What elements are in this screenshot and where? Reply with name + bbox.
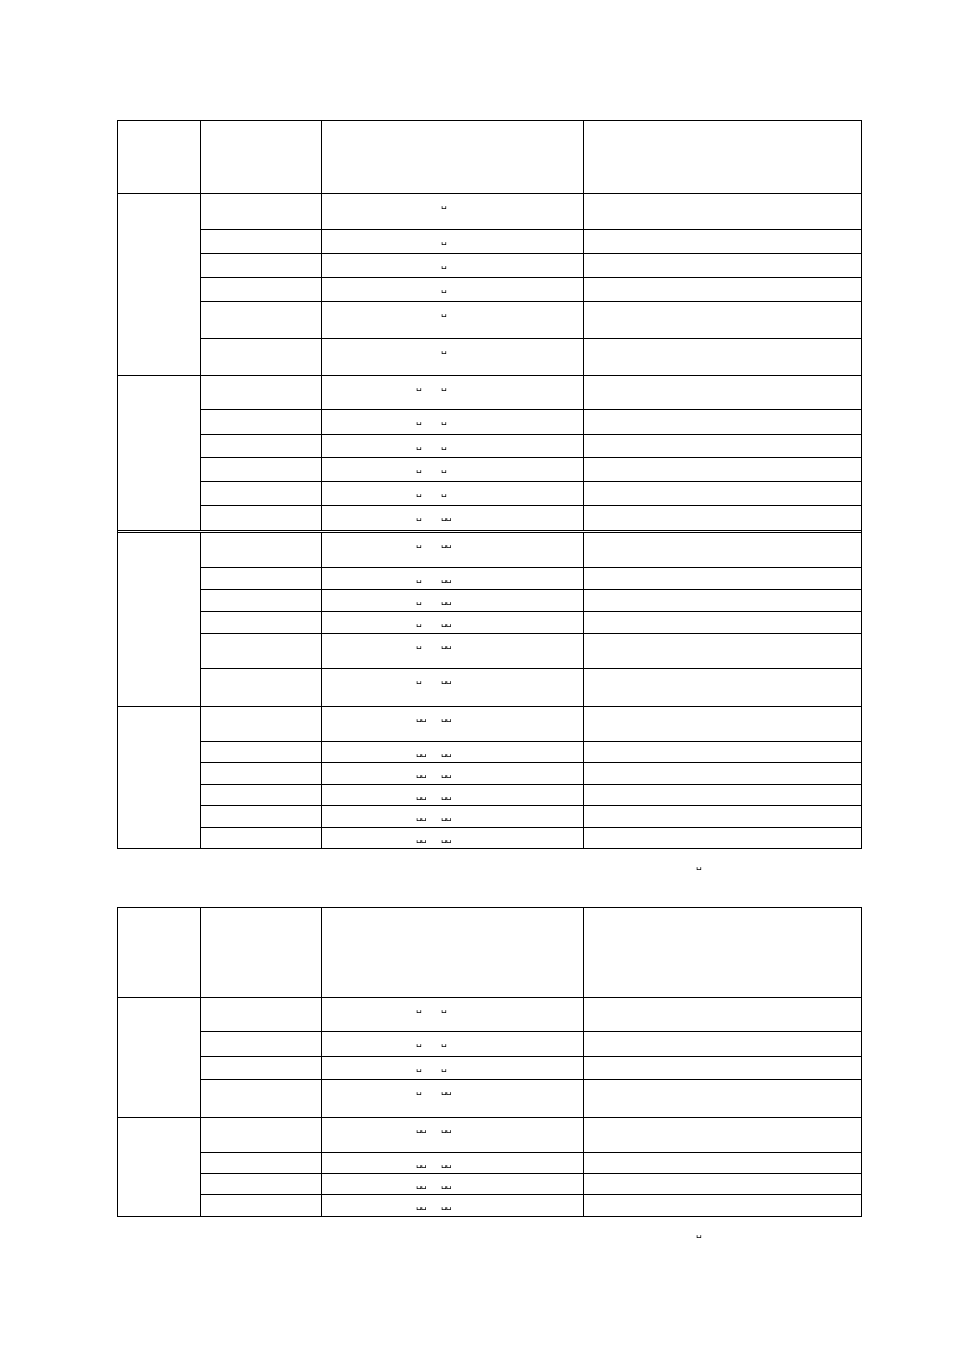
- mark-double: ␣␣: [441, 511, 451, 522]
- mark-double: ␣␣: [416, 812, 426, 822]
- mark-single: ␣: [441, 487, 446, 498]
- mark-double: ␣␣: [441, 748, 451, 758]
- mark-single: ␣: [441, 464, 446, 475]
- table-1-group-1: [118, 194, 861, 376]
- table-row: [201, 590, 861, 612]
- header-cell-2: [201, 121, 322, 193]
- mark-double: ␣␣: [441, 595, 451, 606]
- header-cell-2: [201, 908, 322, 997]
- table-row: [201, 506, 861, 531]
- mark-single: ␣: [441, 345, 446, 356]
- header-cell-4: [584, 908, 861, 997]
- mark-double: ␣␣: [416, 1159, 426, 1169]
- mark-double: ␣␣: [441, 769, 451, 779]
- mark-double: ␣␣: [441, 812, 451, 822]
- table-row: [201, 435, 861, 459]
- mark-single: ␣: [416, 675, 421, 686]
- mark-double: ␣␣: [441, 791, 451, 801]
- table-row: [201, 458, 861, 482]
- mark-double: ␣␣: [416, 1180, 426, 1190]
- mark-single: ␣: [441, 1037, 446, 1048]
- table-row: [201, 1153, 861, 1174]
- mark-single: ␣: [441, 440, 446, 451]
- group-label-cell: [118, 533, 201, 706]
- table-row: [201, 785, 861, 806]
- table-row: [201, 482, 861, 506]
- mark-single: ␣: [416, 573, 421, 584]
- group-label-cell: [118, 194, 201, 375]
- table-row: [201, 1118, 861, 1153]
- table-row: [201, 302, 861, 339]
- mark-single: ␣: [441, 382, 446, 392]
- table-row: [201, 194, 861, 230]
- table-row: [201, 669, 861, 706]
- table-2-header: [118, 908, 861, 998]
- table-row: [201, 376, 861, 410]
- mark-single: ␣: [416, 487, 421, 498]
- mark-double: ␣␣: [441, 539, 451, 549]
- mark-double: ␣␣: [416, 769, 426, 779]
- table-1: [117, 120, 862, 849]
- table-1-group-2: [118, 376, 861, 533]
- mark-double: ␣␣: [416, 834, 426, 844]
- mark-double: ␣␣: [441, 1124, 451, 1134]
- header-cell-1: [118, 121, 201, 193]
- mark-double: ␣␣: [441, 573, 451, 584]
- group-label-cell: [118, 1118, 201, 1216]
- mark-double: ␣␣: [416, 713, 426, 723]
- mark-single: ␣: [441, 235, 446, 246]
- table-row: [201, 1057, 861, 1081]
- mark-single: ␣: [416, 416, 421, 427]
- group-label-cell: [118, 998, 201, 1117]
- mark-single: ␣: [416, 539, 421, 549]
- mark-single: ␣: [416, 640, 421, 651]
- mark-double: ␣␣: [441, 1180, 451, 1190]
- table-2-group-2: [118, 1118, 861, 1216]
- table-row: [201, 1174, 861, 1195]
- mark-single: ␣: [416, 1086, 421, 1097]
- table-row: [201, 533, 861, 568]
- mark-single: ␣: [441, 283, 446, 294]
- table-row: [201, 339, 861, 375]
- mark-double: ␣␣: [416, 1201, 426, 1211]
- mark-double: ␣␣: [441, 617, 451, 628]
- group-label-cell: [118, 376, 201, 530]
- mark-single: ␣: [416, 617, 421, 628]
- mark-single: ␣: [416, 1004, 421, 1014]
- table-2: [117, 907, 862, 1217]
- mark-double: ␣␣: [441, 640, 451, 651]
- table-row: [201, 1032, 861, 1057]
- mark-single: ␣: [416, 382, 421, 392]
- table-row: [201, 254, 861, 278]
- mark-single: ␣: [441, 416, 446, 427]
- mark-single: ␣: [441, 308, 446, 319]
- table-1-header: [118, 121, 861, 194]
- mark-single: ␣: [416, 511, 421, 522]
- mark-single: ␣: [416, 1062, 421, 1073]
- mark-double: ␣␣: [441, 675, 451, 686]
- mark-single: ␣: [416, 1037, 421, 1048]
- header-cell-1: [118, 908, 201, 997]
- table-row: [201, 828, 861, 848]
- table-row: [201, 278, 861, 303]
- table-row: [201, 707, 861, 742]
- table-row: [201, 612, 861, 635]
- mark-double: ␣␣: [441, 1201, 451, 1211]
- table-row: [201, 742, 861, 763]
- table-row: [201, 763, 861, 785]
- group-label-cell: [118, 707, 201, 848]
- mark-single: ␣: [441, 259, 446, 270]
- table-row: [201, 998, 861, 1032]
- table-1-group-3: [118, 533, 861, 707]
- mark-single: ␣: [416, 464, 421, 475]
- mark-double: ␣␣: [441, 713, 451, 723]
- table-2-footnote: ␣: [696, 1229, 702, 1239]
- table-1-footnote: ␣: [696, 861, 702, 871]
- table-row: [201, 568, 861, 590]
- table-row: [201, 634, 861, 669]
- table-row: [201, 230, 861, 254]
- header-cell-3: [322, 908, 584, 997]
- table-row: [201, 1080, 861, 1117]
- header-cell-3: [322, 121, 584, 193]
- mark-single: ␣: [416, 595, 421, 606]
- table-row: [201, 1195, 861, 1216]
- mark-double: ␣␣: [416, 791, 426, 801]
- header-cell-4: [584, 121, 861, 193]
- mark-double: ␣␣: [441, 834, 451, 844]
- table-2-group-1: [118, 998, 861, 1118]
- table-row: [201, 410, 861, 435]
- mark-double: ␣␣: [416, 1124, 426, 1134]
- mark-single: ␣: [416, 440, 421, 451]
- mark-double: ␣␣: [416, 748, 426, 758]
- mark-double: ␣␣: [441, 1159, 451, 1169]
- mark-single: ␣: [441, 1062, 446, 1073]
- mark-single: ␣: [441, 1004, 446, 1014]
- mark-double: ␣␣: [441, 1086, 451, 1097]
- mark-single: ␣: [441, 200, 446, 210]
- table-row: [201, 806, 861, 828]
- table-1-group-4: [118, 707, 861, 848]
